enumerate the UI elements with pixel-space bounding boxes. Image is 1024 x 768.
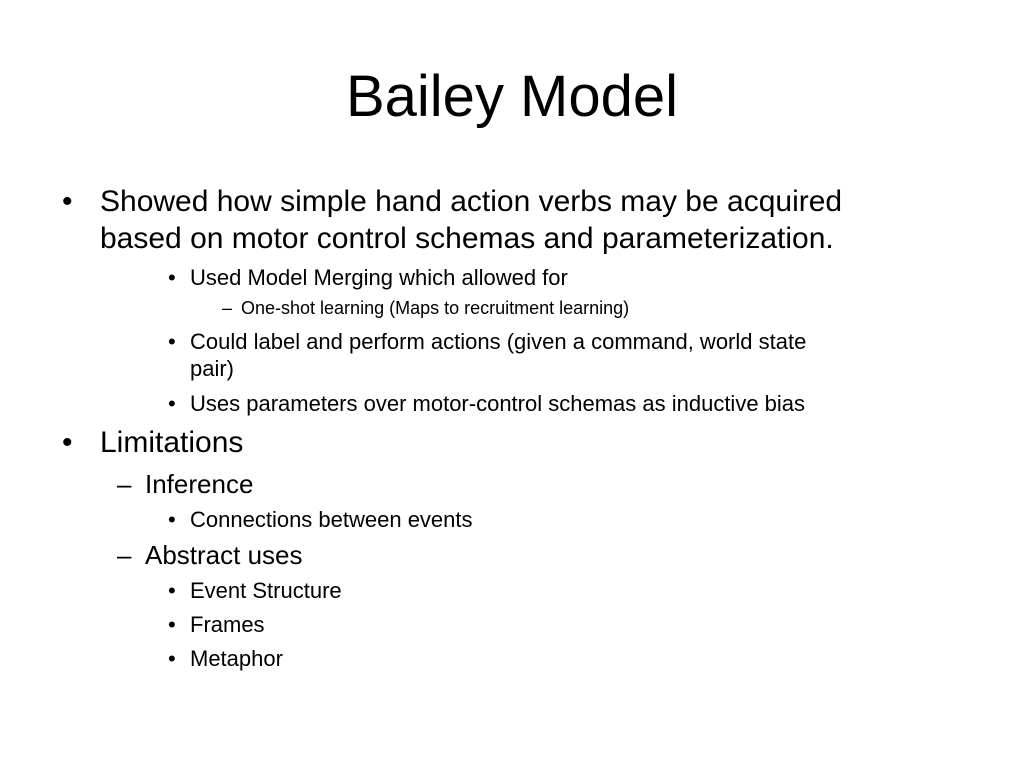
bullet-marker: • — [168, 507, 176, 532]
bullet-marker: • — [168, 612, 176, 637]
dash-marker: – — [117, 469, 132, 499]
bullet-used-model-merging: Used Model Merging which allowed for — [190, 265, 568, 290]
dash-marker: – — [222, 298, 233, 318]
bullet-connections: Connections between events — [190, 507, 473, 532]
dash-marker: – — [117, 540, 132, 570]
bullet-could-label-line1: Could label and perform actions (given a command, world state — [190, 329, 807, 354]
slide-title: Bailey Model — [345, 64, 679, 129]
bullet-marker: • — [168, 578, 176, 603]
bullet-uses-parameters: Uses parameters over motor-control schemas as inductive bias — [190, 391, 806, 416]
bullet-marker: • — [168, 391, 176, 416]
bullet-marker: • — [62, 185, 73, 218]
bullet-frames: Frames — [190, 612, 265, 637]
bullet-marker: • — [62, 426, 73, 459]
bullet-showed-line1: Showed how simple hand action verbs may be acquired — [100, 185, 843, 218]
bullet-metaphor: Metaphor — [190, 646, 283, 671]
bullet-marker: • — [168, 265, 176, 290]
bullet-could-label-line2: pair) — [190, 356, 235, 381]
bullet-showed-line2: based on motor control schemas and parameterization. — [100, 222, 834, 255]
bullet-marker: • — [168, 329, 176, 354]
bullet-inference: Inference — [145, 469, 254, 499]
bullet-one-shot: One-shot learning (Maps to recruitment learning) — [241, 298, 630, 318]
bullet-event-structure: Event Structure — [190, 578, 342, 603]
bullet-marker: • — [168, 646, 176, 671]
bullet-limitations: Limitations — [100, 426, 244, 459]
bullet-abstract-uses: Abstract uses — [145, 540, 303, 570]
